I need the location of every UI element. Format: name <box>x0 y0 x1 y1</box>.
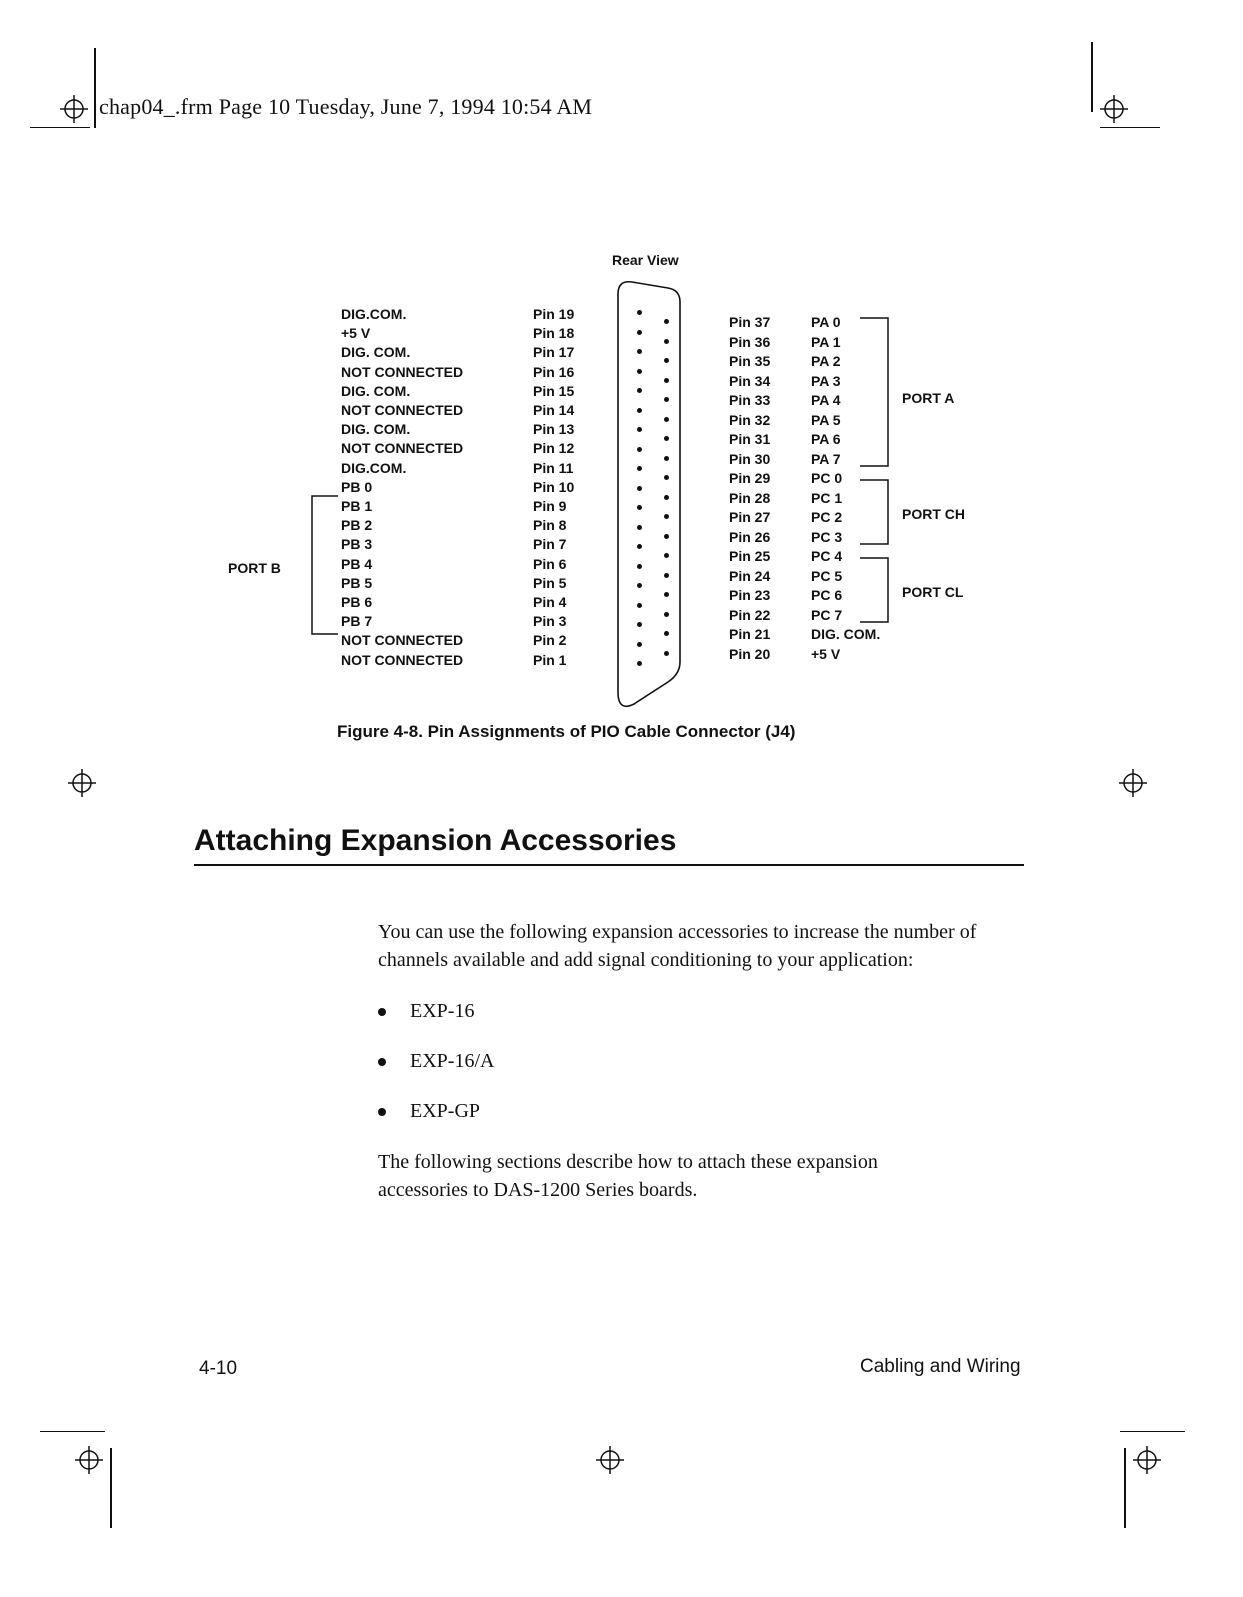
crop-line <box>94 48 96 128</box>
port-ch-label: PORT CH <box>902 506 965 522</box>
registration-mark-icon <box>58 93 90 125</box>
list-item <box>378 1050 494 1073</box>
crop-line <box>1124 1448 1126 1528</box>
pin-dot <box>664 651 669 656</box>
pin-label: +5 V <box>341 325 371 342</box>
pin-label: Pin 11 <box>533 459 574 476</box>
page-header: chap04_.frm Page 10 Tuesday, June 7, 1994 10:54 AM <box>99 94 593 119</box>
pin-label: PC 6 <box>811 587 843 603</box>
registration-mark-icon <box>73 1444 105 1476</box>
list-item-label: EXP-GP <box>410 1100 481 1122</box>
pin-label: PB 2 <box>341 517 373 534</box>
pin-dot <box>664 417 669 422</box>
pin-dot <box>637 505 642 510</box>
pin-label: Pin 5 <box>533 574 567 591</box>
closing-paragraph: The following sections describe how to attach these expansion accessories to DAS-1200 Series boards. <box>378 1151 878 1201</box>
pin-dot <box>664 436 669 441</box>
pin-label: PA 7 <box>811 450 841 467</box>
pin-dot <box>637 583 642 588</box>
pin-label: DIG. COM. <box>341 382 411 399</box>
pin-label: Pin 16 <box>533 363 575 380</box>
pin-label: PC 0 <box>811 470 843 486</box>
pin-dot <box>637 310 642 315</box>
list-item <box>378 1100 480 1123</box>
pin-dot <box>664 456 669 461</box>
pin-label: PB 3 <box>341 536 373 553</box>
pin-label: PA 3 <box>811 372 841 389</box>
pin-label: Pin 12 <box>533 440 575 457</box>
pin-label: PB 5 <box>341 574 373 591</box>
pin-dot <box>664 553 669 558</box>
pin-label: NOT CONNECTED <box>341 402 464 418</box>
pin-label: PC 4 <box>811 548 843 564</box>
pin-dot <box>637 544 642 549</box>
figure-caption: Figure 4-8. Pin Assignments of PIO Cable Connector (J4) <box>337 722 796 741</box>
pin-label: PB 7 <box>341 613 373 630</box>
pin-label: Pin 22 <box>729 606 771 623</box>
pin-label: Pin 36 <box>729 333 771 350</box>
pin-dot <box>664 592 669 597</box>
pin-label: Pin 26 <box>729 528 771 545</box>
port-cl-label: PORT CL <box>902 584 964 600</box>
pin-label: PC 2 <box>811 509 843 525</box>
rear-view-label: Rear View <box>612 252 679 268</box>
crop-line <box>1091 42 1093 112</box>
pin-label: Pin 6 <box>533 555 567 572</box>
pin-dot <box>664 534 669 539</box>
pin-label: Pin 25 <box>729 548 771 564</box>
pin-label: Pin 33 <box>729 392 771 408</box>
pin-label: NOT CONNECTED <box>341 363 464 380</box>
registration-mark-icon <box>594 1444 626 1476</box>
pin-dot <box>637 486 642 491</box>
pin-label: Pin 18 <box>533 325 575 342</box>
pin-label: Pin 7 <box>533 536 567 553</box>
pin-label: PC 7 <box>811 606 843 623</box>
pin-dot <box>664 378 669 383</box>
pin-label: Pin 20 <box>729 645 771 662</box>
pin-label: Pin 23 <box>729 587 771 603</box>
registration-mark-icon <box>1098 93 1130 125</box>
pin-label: Pin 19 <box>533 306 575 322</box>
bullet-icon <box>378 1058 386 1066</box>
page-number: 4-10 <box>199 1358 238 1379</box>
db37-connector-outline <box>610 272 692 710</box>
heading-rule <box>194 864 1024 866</box>
port-a-bracket <box>858 310 898 470</box>
pin-label: Pin 31 <box>729 431 771 447</box>
pin-label: PC 1 <box>811 489 843 506</box>
pin-label: PB 6 <box>341 594 373 610</box>
pin-label: Pin 24 <box>729 567 771 584</box>
pin-label: +5 V <box>811 645 841 662</box>
pin-label: Pin 30 <box>729 450 771 467</box>
pin-label: Pin 4 <box>533 594 567 610</box>
pin-label: DIG.COM. <box>341 306 407 322</box>
pin-dot <box>664 475 669 480</box>
pin-label: Pin 34 <box>729 372 771 389</box>
port-b-bracket <box>300 490 340 640</box>
crop-line <box>40 1431 105 1432</box>
pin-label: PB 0 <box>341 478 373 495</box>
pin-dot <box>637 603 642 608</box>
pin-label: DIG. COM. <box>811 626 881 642</box>
pin-label: PA 0 <box>811 314 841 330</box>
pin-label: Pin 10 <box>533 478 575 495</box>
pin-label: Pin 2 <box>533 632 567 649</box>
pin-label: Pin 32 <box>729 411 771 428</box>
pin-dot <box>637 408 642 413</box>
pin-label: PB 4 <box>341 555 373 572</box>
pin-dot <box>637 564 642 569</box>
pin-label: PA 5 <box>811 411 841 428</box>
pin-dot <box>664 495 669 500</box>
pin-label: Pin 29 <box>729 470 771 486</box>
pin-label: PA 2 <box>811 353 841 369</box>
pin-label: NOT CONNECTED <box>341 632 464 649</box>
pin-label: PC 5 <box>811 567 843 584</box>
pin-dot <box>637 661 642 666</box>
registration-mark-icon <box>1117 767 1149 799</box>
pin-dot <box>637 369 642 374</box>
crop-line <box>1100 127 1160 128</box>
crop-line <box>30 127 90 128</box>
pin-dot <box>664 397 669 402</box>
pin-label: Pin 35 <box>729 353 771 369</box>
pin-label: Pin 8 <box>533 517 567 534</box>
list-item <box>378 1000 474 1023</box>
pin-label: Pin 3 <box>533 613 567 630</box>
pin-dot <box>664 514 669 519</box>
pin-dot <box>637 349 642 354</box>
section-heading: Attaching Expansion Accessories <box>194 824 677 857</box>
pin-label: Pin 28 <box>729 489 771 506</box>
pin-label: Pin 37 <box>729 314 771 330</box>
pin-dot <box>637 388 642 393</box>
chapter-title: Cabling and Wiring <box>860 1356 1021 1377</box>
pin-dot <box>637 447 642 452</box>
pin-label: Pin 1 <box>533 651 567 668</box>
pin-label: DIG.COM. <box>341 459 407 476</box>
pin-label: Pin 17 <box>533 344 575 361</box>
pin-label: PB 1 <box>341 498 373 514</box>
pin-dot <box>664 573 669 578</box>
pin-label: Pin 21 <box>729 626 771 642</box>
pin-dot <box>637 622 642 627</box>
pin-label: Pin 27 <box>729 509 771 525</box>
bullet-icon <box>378 1108 386 1116</box>
list-item-label: EXP-16 <box>410 1000 475 1022</box>
pin-label: PA 1 <box>811 333 841 350</box>
pin-label: PA 4 <box>811 392 841 408</box>
pin-label: PC 3 <box>811 528 843 545</box>
port-cl-bracket <box>858 552 898 628</box>
pin-label: Pin 9 <box>533 498 567 514</box>
pin-label: NOT CONNECTED <box>341 651 464 668</box>
registration-mark-icon <box>1131 1444 1163 1476</box>
pin-dot <box>637 525 642 530</box>
pin-label: Pin 14 <box>533 402 575 418</box>
pin-dot <box>637 466 642 471</box>
pin-dot <box>664 631 669 636</box>
pin-label: DIG. COM. <box>341 344 411 361</box>
intro-paragraph: You can use the following expansion accessories to increase the number of channels available and add signal conditioning to your application: <box>378 921 977 971</box>
pin-label: Pin 13 <box>533 421 575 438</box>
pin-label: PA 6 <box>811 431 841 447</box>
pin-dot <box>664 339 669 344</box>
registration-mark-icon <box>66 767 98 799</box>
pin-dot <box>664 358 669 363</box>
pin-label: Pin 15 <box>533 382 575 399</box>
port-a-label: PORT A <box>902 390 955 406</box>
crop-line <box>110 1448 112 1528</box>
pin-dot <box>664 612 669 617</box>
bullet-icon <box>378 1008 386 1016</box>
pin-dot <box>637 642 642 647</box>
pin-label: DIG. COM. <box>341 421 411 438</box>
port-b-label: PORT B <box>228 560 281 576</box>
pin-label: NOT CONNECTED <box>341 440 464 457</box>
list-item-label: EXP-16/A <box>410 1050 495 1072</box>
pin-dot <box>637 427 642 432</box>
port-ch-bracket <box>858 474 898 550</box>
pin-dot <box>637 330 642 335</box>
crop-line <box>1120 1431 1185 1432</box>
pin-dot <box>664 319 669 324</box>
